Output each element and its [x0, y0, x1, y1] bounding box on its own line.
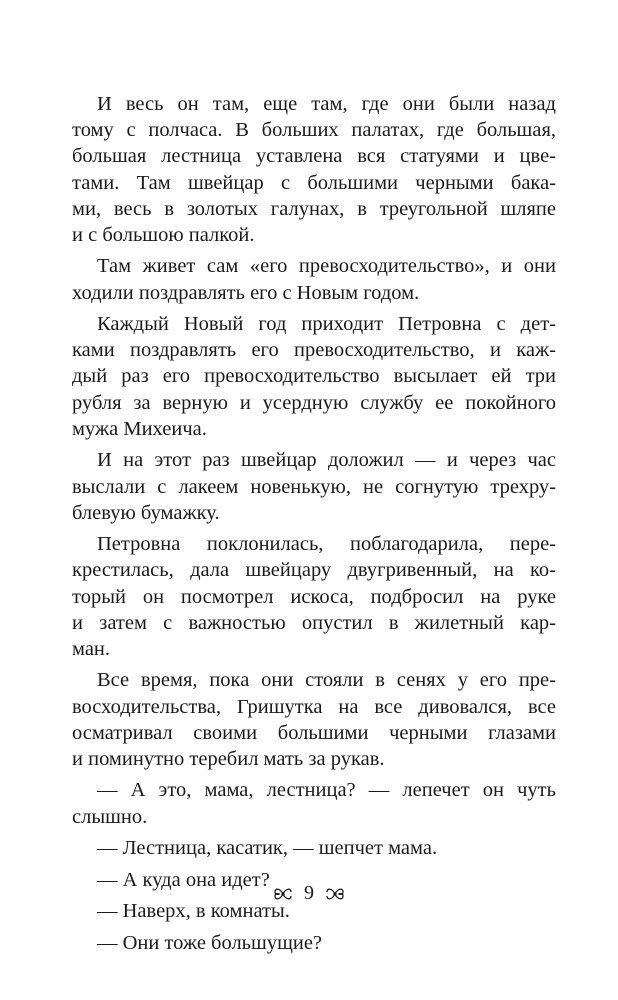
text-line: Каждый Новый год приходит Петровна с дет- — [97, 313, 556, 336]
text-line: — Они тоже большущие? — [97, 931, 323, 954]
text-line: слышно. — [72, 805, 148, 828]
paragraph — [72, 253, 556, 305]
text-line: — Наверх, в комнаты. — [97, 900, 290, 923]
text-line: — А это, мама, лестница? — лепечет он чуть — [97, 779, 556, 802]
text-line: торый он посмотрел искоса, подбросил на руке — [72, 585, 556, 608]
paragraph — [72, 835, 556, 861]
text-line: ками поздравлять его превосходительство, и каж- — [72, 339, 556, 362]
text-line: блевую бумажку. — [72, 501, 220, 524]
text-line: рубля за верную и усердную службу ее покойного — [72, 391, 556, 414]
text-line: осматривал своими большими черными глазами — [72, 721, 556, 744]
text-line: восходительства, Гришутка на все дивовался, все — [72, 695, 556, 718]
text-line: И на этот раз швейцар доложил — и через час — [97, 449, 556, 472]
paragraph — [72, 91, 556, 248]
paragraph — [72, 777, 556, 829]
right-fleuron-icon — [324, 885, 346, 903]
left-fleuron-icon — [272, 885, 294, 903]
text-line: ходили поздравлять его с Новым годом. — [72, 281, 420, 304]
page-number: 9 — [304, 882, 314, 904]
paragraph — [72, 447, 556, 526]
text-line: Там живет сам «его превосходительство», и они — [97, 255, 556, 278]
text-line: большая лестница уставлена вся статуями и цве- — [72, 145, 556, 168]
text-line: тами. Там швейцар с большими черными бака- — [72, 171, 556, 194]
text-line: крестилась, дала швейцару двугривенный, на ко- — [72, 559, 556, 582]
page-footer — [0, 882, 618, 905]
text-line: Петровна поклонилась, поблагодарила, пере- — [97, 533, 556, 556]
text-line: и затем с важностью опустил в жилетный кар- — [72, 611, 556, 634]
body-text — [72, 91, 556, 956]
paragraph — [72, 930, 556, 956]
text-line: ми, весь в золотых галунах, в треугольной шляпе — [72, 197, 556, 220]
text-line: Все время, пока они стояли в сенях у его пре- — [97, 669, 556, 692]
text-line: — А куда она идет? — [97, 868, 270, 891]
paragraph — [72, 531, 556, 662]
text-line: мужа Михеича. — [72, 417, 207, 440]
text-line: выслали с лакеем новенькую, не согнутую трехру- — [72, 475, 556, 498]
paragraph — [72, 311, 556, 442]
text-line: ман. — [72, 637, 111, 660]
paragraph — [72, 667, 556, 772]
text-line: И весь он там, еще там, где они были назад — [97, 93, 556, 115]
text-line: — Лестница, касатик, — шепчет мама. — [97, 837, 438, 860]
text-line: и с большою палкой. — [72, 223, 255, 246]
text-line: дый раз его превосходительство высылает ей три — [72, 365, 556, 388]
text-line: и поминутно теребил мать за рукав. — [72, 747, 385, 770]
text-line: тому с полчаса. В больших палатах, где большая, — [72, 119, 556, 142]
